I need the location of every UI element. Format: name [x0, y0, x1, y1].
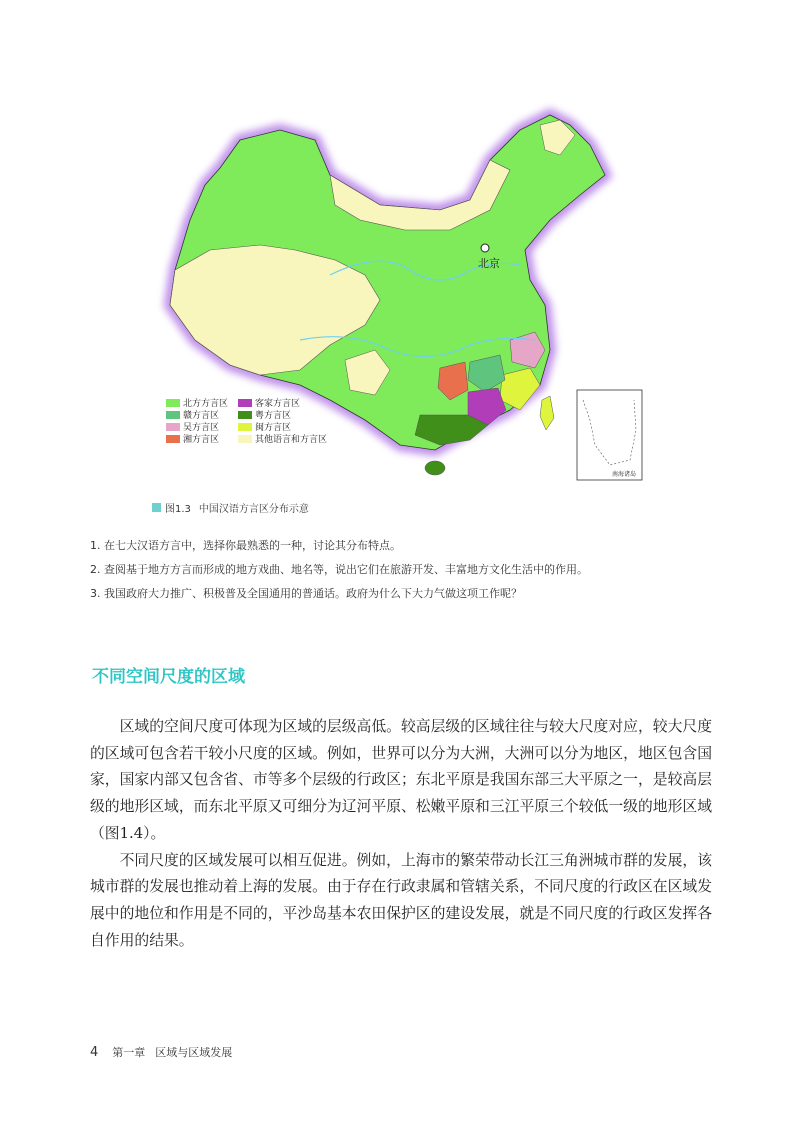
section-title: 不同空间尺度的区域: [92, 667, 245, 687]
legend-swatch: [166, 411, 180, 419]
beijing-label: 北京: [478, 257, 500, 270]
body-text: [90, 714, 712, 954]
figure-caption: [152, 500, 309, 515]
chapter-label: 第一章: [112, 1046, 146, 1059]
beijing-marker: [481, 244, 489, 252]
legend-item: [166, 421, 238, 432]
caption-number: 图1.3: [165, 504, 191, 515]
legend-swatch: [166, 435, 180, 443]
legend-label: 吴方言区: [183, 423, 220, 433]
inset-label: 南海诸岛: [612, 471, 637, 478]
legend-swatch: [166, 399, 180, 407]
legend-swatch: [238, 399, 252, 407]
legend-label: 其他语言和方言区: [255, 435, 328, 445]
paragraph-2: 不同尺度的区域发展可以相互促进。例如，上海市的繁荣带动长江三角洲城市群的发展，该城市群的发展也推动着上海的发展。由于存在行政隶属和管辖关系，不同尺度的行政区在区域发展中的地位和作用是不同的，平沙岛基本农田保护区的建设发展，就是不同尺度的行政区发挥各自作用的结果。: [90, 851, 712, 949]
paragraph-1: 区域的空间尺度可体现为区域的层级高低。较高层级的区域往往与较大尺度对应，较大尺度的区域可包含若干较小尺度的区域。例如，世界可以分为大洲，大洲可以分为地区，地区包含国家，国家内部又包含省、市等多个层级的行政区；东北平原是我国东部三大平原之一，是较高层级的地形区域，而东北平原又可细分为辽河平原、松嫩平原和三江平原三个较低一级的地形区域（图1.4）。: [90, 718, 712, 842]
caption-text: 中国汉语方言区分布示意: [198, 504, 309, 515]
legend-item: [166, 409, 238, 420]
taiwan-island: [540, 396, 554, 430]
south-china-sea-inset: [577, 390, 642, 480]
question-3: 3. 我国政府大力推广、积极普及全国通用的普通话。政府为什么下大力气做这项工作呢？: [90, 587, 522, 600]
legend-label: 北方方言区: [183, 399, 229, 409]
chapter-title: 区域与区域发展: [155, 1046, 233, 1059]
page-footer: [90, 1044, 232, 1060]
hainan-island: [425, 461, 445, 475]
legend-label: 湘方言区: [183, 435, 220, 445]
legend-swatch: [238, 411, 252, 419]
caption-marker: [152, 503, 161, 512]
legend-item: [166, 397, 238, 408]
legend-swatch: [166, 423, 180, 431]
legend-item: [238, 409, 334, 420]
legend-swatch: [238, 423, 252, 431]
legend-item: [238, 433, 334, 444]
legend-label: 闽方言区: [255, 423, 292, 433]
legend-label: 客家方言区: [255, 399, 301, 409]
legend-swatch: [238, 435, 252, 443]
map-legend: [166, 397, 336, 444]
legend-item: [166, 433, 238, 444]
legend-item: [238, 421, 334, 432]
question-1: 1. 在七大汉语方言中，选择你最熟悉的一种，讨论其分布特点。: [90, 539, 401, 552]
legend-label: 赣方言区: [183, 411, 220, 421]
legend-label: 粤方言区: [255, 411, 292, 421]
page-number: 4: [90, 1045, 99, 1060]
discussion-questions: [90, 538, 750, 610]
question-2: 2. 查阅基于地方方言而形成的地方戏曲、地名等，说出它们在旅游开发、丰富地方文化生活中的作用。: [90, 563, 588, 576]
legend-item: [238, 397, 334, 408]
